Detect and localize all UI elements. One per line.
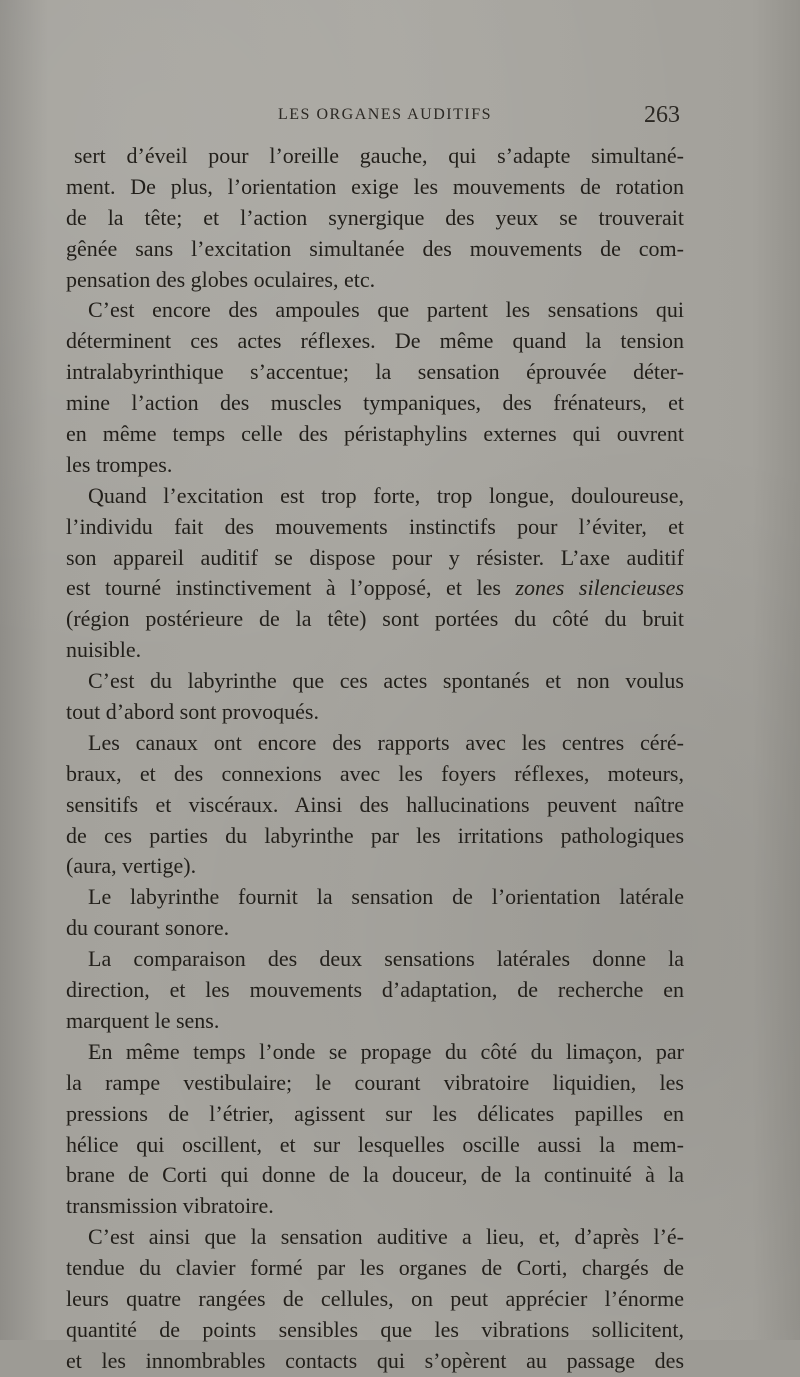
text-line: Le labyrinthe fournit la sensation de l’orientation latérale bbox=[88, 884, 684, 910]
italic-term: zones silencieuses bbox=[515, 575, 685, 601]
text-line: pressions de l’étrier, agissent sur les délicates papilles en bbox=[66, 1100, 684, 1126]
text-line: hélice qui oscillent, et sur lesquelles oscille aussi la mem- bbox=[66, 1131, 684, 1157]
text-line: leurs quatre rangées de cellules, on peut apprécier l’énorme bbox=[66, 1285, 684, 1311]
text-line: direction, et les mouvements d’adaptation, de recherche en bbox=[66, 977, 684, 1003]
text-line: braux, et des connexions avec les foyers réflexes, moteurs, bbox=[66, 760, 684, 786]
text-line: pensation des globes oculaires, etc. bbox=[66, 266, 376, 292]
page-number: 263 bbox=[644, 102, 680, 128]
text-line: En même temps l’onde se propage du côté du limaçon, par bbox=[88, 1038, 684, 1064]
text-line: C’est ainsi que la sensation auditive a lieu, et, d’après l’é- bbox=[88, 1224, 684, 1250]
text-line: La comparaison des deux sensations latérales donne la bbox=[88, 946, 684, 972]
text-line: son appareil auditif se dispose pour y résister. L’axe auditif bbox=[66, 544, 684, 570]
text-line bbox=[66, 573, 684, 604]
text-line: ment. De plus, l’orientation exige les mouvements de rotation bbox=[66, 173, 684, 199]
running-head bbox=[250, 104, 680, 132]
text-line: C’est encore des ampoules que partent les sensations qui bbox=[88, 297, 684, 323]
text-line: sert d’éveil pour l’oreille gauche, qui s’adapte simultané- bbox=[74, 143, 684, 168]
text-line: la rampe vestibulaire; le courant vibratoire liquidien, les bbox=[66, 1069, 684, 1095]
text-line: et les innombrables contacts qui s’opèrent au passage des bbox=[66, 1347, 684, 1373]
text-line: déterminent ces actes réflexes. De même quand la tension bbox=[66, 328, 684, 354]
text-line: brane de Corti qui donne de la douceur, de la continuité à la bbox=[66, 1162, 684, 1188]
text-line: sensitifs et viscéraux. Ainsi des hallucinations peuvent naître bbox=[66, 791, 684, 817]
text-line: l’individu fait des mouvements instinctifs pour l’éviter, et bbox=[66, 513, 684, 539]
text-line: transmission vibratoire. bbox=[66, 1193, 274, 1219]
text-line: en même temps celle des péristaphylins externes qui ouvrent bbox=[66, 421, 684, 447]
text-line: mine l’action des muscles tympaniques, des frénateurs, et bbox=[66, 390, 684, 416]
text-line: de ces parties du labyrinthe par les irritations pathologiques bbox=[66, 822, 684, 848]
text-line: (aura, vertige). bbox=[66, 853, 197, 879]
text-line: Les canaux ont encore des rapports avec les centres céré- bbox=[88, 729, 684, 755]
text-line: intralabyrinthique s’accentue; la sensation éprouvée déter- bbox=[66, 359, 684, 385]
text-line: tout d’abord sont provoqués. bbox=[66, 699, 319, 725]
text-line: marquent le sens. bbox=[66, 1007, 220, 1033]
text-line: tendue du clavier formé par les organes de Corti, chargés de bbox=[66, 1255, 684, 1281]
text-line: de la tête; et l’action synergique des yeux se trouverait bbox=[66, 204, 684, 230]
text-line: (région postérieure de la tête) sont portées du côté du bruit bbox=[66, 606, 684, 632]
text-line: C’est du labyrinthe que ces actes spontanés et non voulus bbox=[88, 668, 684, 694]
body-text bbox=[66, 141, 684, 1377]
text-line: nuisible. bbox=[66, 637, 142, 663]
text-line: quantité de points sensibles que les vibrations sollicitent, bbox=[66, 1316, 684, 1342]
text-segment: est tourné instinctivement à l’opposé, et les bbox=[66, 575, 516, 601]
text-line: du courant sonore. bbox=[66, 915, 230, 941]
text-line: gênée sans l’excitation simultanée des mouvements de com- bbox=[66, 235, 684, 261]
text-line: Quand l’excitation est trop forte, trop longue, douloureuse, bbox=[88, 482, 684, 508]
text-line: les trompes. bbox=[66, 451, 173, 477]
running-head-title: LES ORGANES AUDITIFS bbox=[278, 106, 493, 123]
